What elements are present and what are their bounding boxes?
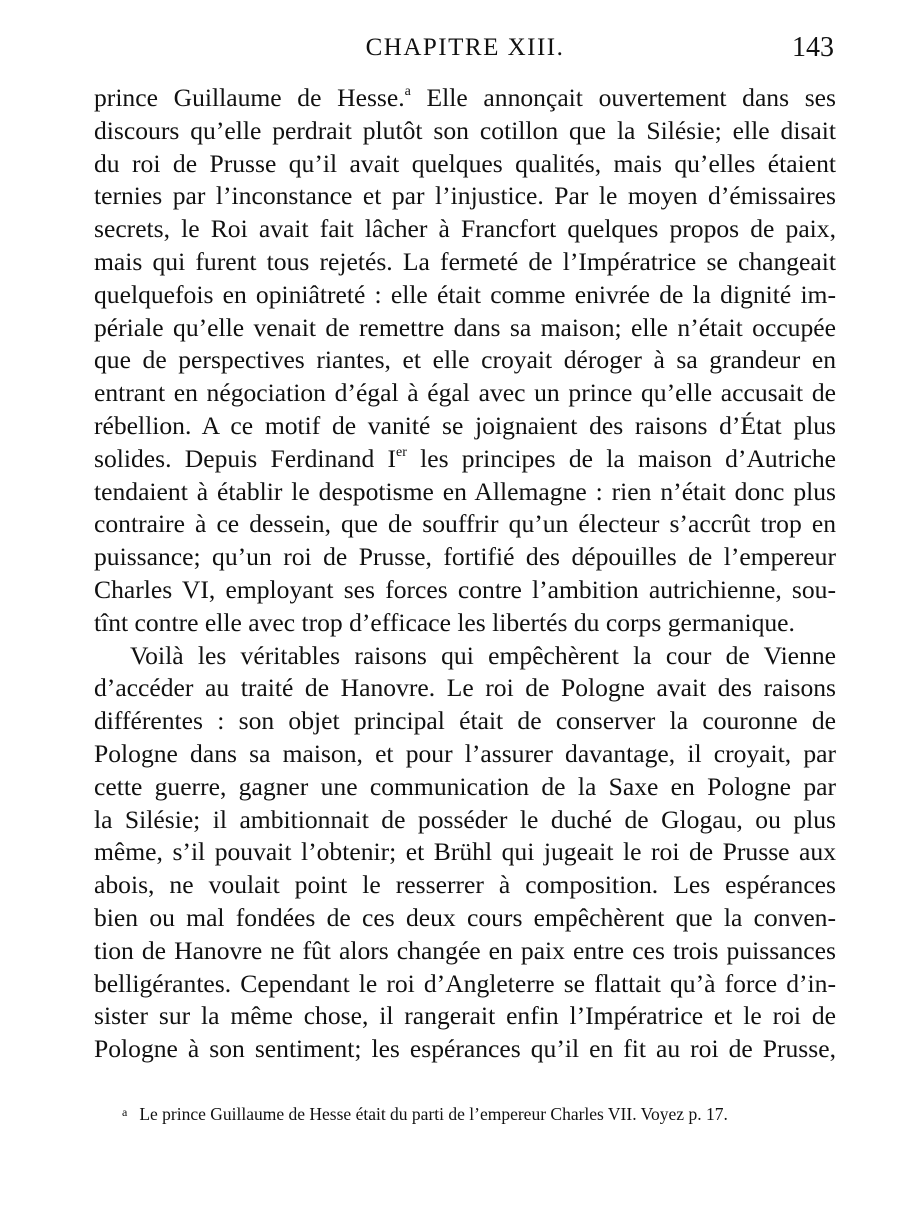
text-line: secrets, le Roi avait fait lâcher à Francfort quelques propos de paix, bbox=[94, 214, 836, 244]
footnote bbox=[122, 1104, 822, 1125]
text-line: Pologne à son sentiment; les espérances qu’il en fit au roi de Prusse, bbox=[94, 1034, 836, 1064]
text-line: mais qui furent tous rejetés. La fermeté de l’Impératrice se changeait bbox=[94, 246, 836, 276]
text-line: discours qu’elle perdrait plutôt son cotillon que la Silésie; elle disait bbox=[94, 115, 836, 145]
text-line: tînt contre elle avec trop d’efficace les libertés du corps germanique. bbox=[94, 607, 795, 637]
footnote-reference: a bbox=[404, 84, 411, 99]
text-line: différentes : son objet principal était de conserver la couronne de bbox=[94, 706, 836, 736]
text-line: la Silésie; il ambitionnait de posséder le duché de Glogau, ou plus bbox=[94, 804, 836, 834]
text-line: contraire à ce dessein, que de souffrir qu’un électeur s’accrût trop en bbox=[94, 509, 836, 539]
text-line: entrant en négociation d’égal à égal avec un prince qu’elle accusait de bbox=[94, 378, 836, 408]
text-line: puissance; qu’un roi de Prusse, fortifié des dépouilles de l’empereur bbox=[94, 542, 836, 572]
ordinal-superscript: er bbox=[396, 444, 407, 460]
text-line: Charles VI, employant ses forces contre l’ambition autrichienne, sou- bbox=[94, 574, 836, 604]
text-line: sister sur la même chose, il rangerait enfin l’Impératrice et le roi de bbox=[94, 1001, 836, 1031]
text-line: même, s’il pouvait l’obtenir; et Brühl qui jugeait le roi de Prusse aux bbox=[94, 837, 836, 867]
page-number: 143 bbox=[792, 32, 834, 63]
text-line: solides. Depuis Ferdinand Ier les principes de la maison d’Autriche bbox=[94, 443, 836, 473]
chapter-title: CHAPITRE XIII. bbox=[365, 34, 565, 61]
text-line: rébellion. A ce motif de vanité se joignaient des raisons d’État plus bbox=[94, 410, 836, 440]
text-line: du roi de Prusse qu’il avait quelques qualités, mais qu’elles étaient bbox=[94, 148, 836, 178]
text-line: belligérantes. Cependant le roi d’Angleterre se flattait qu’à force d’in- bbox=[94, 968, 836, 998]
text-line: que de perspectives riantes, et elle croyait déroger à sa grandeur en bbox=[94, 345, 836, 375]
text-line: Pologne dans sa maison, et pour l’assurer davantage, il croyait, par bbox=[94, 738, 836, 768]
text-line: abois, ne voulait point le resserrer à composition. Les espérances bbox=[94, 870, 836, 900]
text-line: quelquefois en opiniâtreté : elle était comme enivrée de la dignité im- bbox=[94, 279, 836, 309]
text-line: tendaient à établir le despotisme en Allemagne : rien n’était donc plus bbox=[94, 476, 836, 506]
text-line: prince Guillaume de Hesse.$^a$ Elle annonçait ouvertement dans ses bbox=[94, 83, 837, 112]
text-line: bien ou mal fondées de ces deux cours empêchèrent que la conven- bbox=[94, 902, 836, 932]
text-line: tion de Hanovre ne fût alors changée en paix entre ces trois puissances bbox=[94, 935, 836, 965]
text-line: ternies par l’inconstance et par l’injustice. Par le moyen d’émissaires bbox=[94, 181, 836, 211]
body-text bbox=[94, 82, 836, 1066]
footnote-mark: a bbox=[122, 1105, 128, 1119]
text-line: Voilà les véritables raisons qui empêchèrent la cour de Vienne bbox=[130, 640, 836, 670]
text-line: cette guerre, gagner une communication de la Saxe en Pologne par bbox=[94, 771, 836, 801]
text-line: périale qu’elle venait de remettre dans sa maison; elle n’était occupée bbox=[94, 312, 836, 342]
running-header bbox=[94, 30, 836, 74]
text-line: d’accéder au traité de Hanovre. Le roi de Pologne avait des raisons bbox=[94, 673, 836, 703]
footnote-text: Le prince Guillaume de Hesse était du parti de l’empereur Charles VII. Voyez p. 17. bbox=[139, 1104, 728, 1124]
